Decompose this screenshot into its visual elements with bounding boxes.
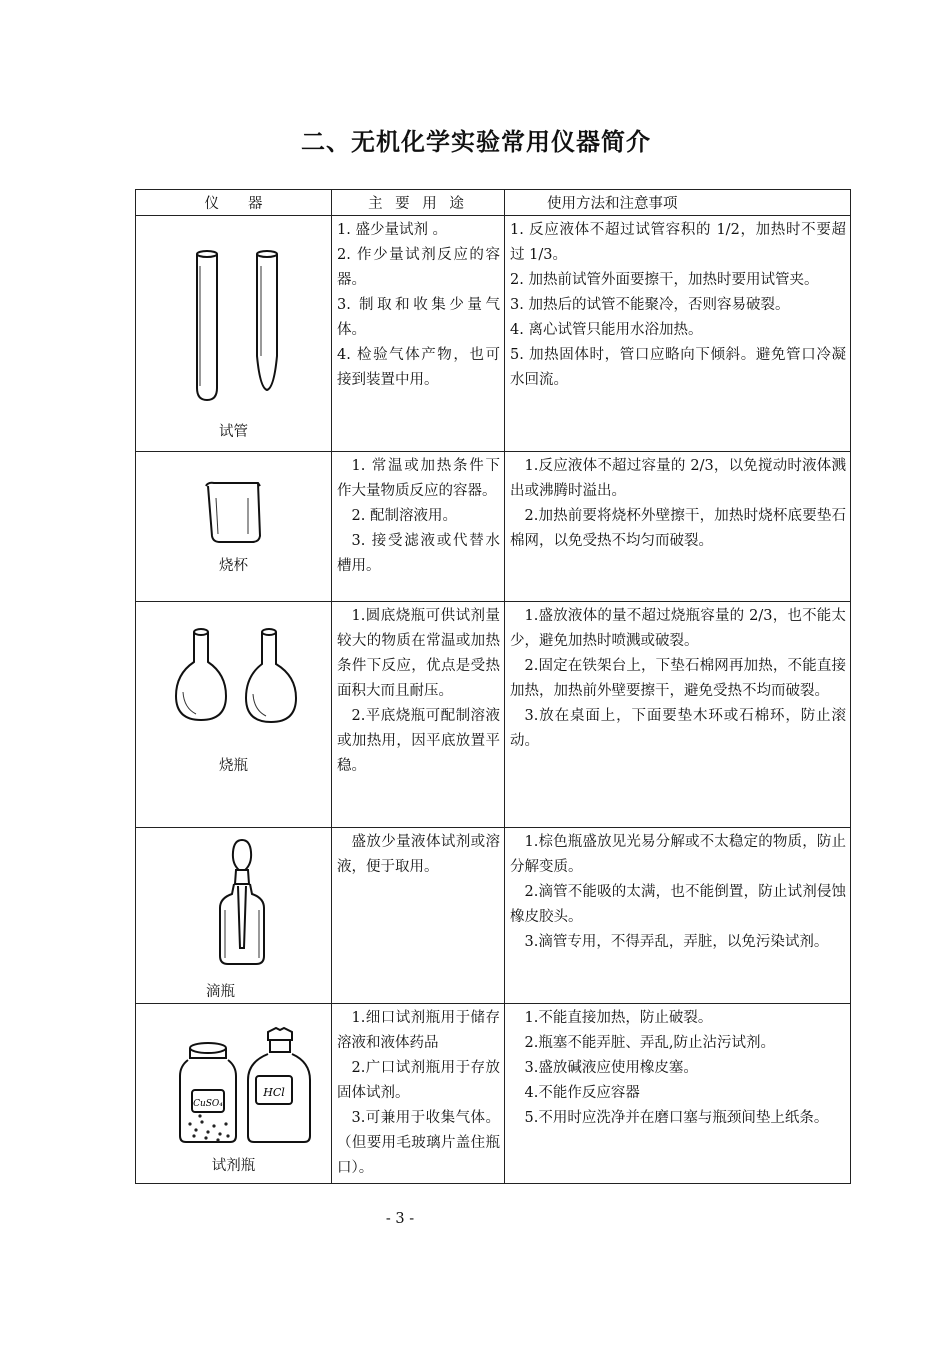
instrument-name: 烧瓶 — [219, 758, 248, 774]
notes-cell — [505, 602, 851, 828]
note-item: 1.棕色瓶盛放见光易分解或不太稳定的物质，防止分解变质。 — [510, 834, 846, 875]
instrument-name: 滴瓶 — [206, 984, 235, 1000]
use-item: 1.圆底烧瓶可供试剂量较大的物质在常温或加热条件下反应，优点是受热面积大而且耐压。 — [337, 608, 500, 699]
flask-illustration — [136, 602, 332, 828]
note-item: 4.不能作反应容器 — [524, 1085, 640, 1101]
notes-cell — [505, 1004, 851, 1184]
solid-reagent-dots — [188, 1114, 229, 1141]
table-header-row — [136, 190, 851, 216]
test-tube-illustration — [136, 216, 332, 452]
uses-cell — [332, 216, 505, 452]
note-item: 4. 离心试管只能用水浴加热。 — [510, 322, 703, 338]
use-item: 2.广口试剂瓶用于存放固体试剂。 — [337, 1060, 500, 1101]
instrument-name: 试管 — [219, 424, 248, 440]
header-notes: 使用方法和注意事项 — [505, 190, 851, 216]
use-item: 2. 作少量试剂反应的容器。 — [337, 247, 500, 288]
uses-cell — [332, 828, 505, 1004]
note-item: 1.反应液体不超过容量的 2/3，以免搅动时液体溅出或沸腾时溢出。 — [510, 458, 846, 499]
note-item: 2.瓶塞不能弄脏、弄乱,防止沾污试剂。 — [524, 1035, 775, 1051]
instrument-cell — [136, 1004, 332, 1184]
dropping-bottle-illustration — [136, 828, 332, 1004]
instrument-name: 烧杯 — [219, 558, 248, 574]
table-row — [136, 216, 851, 452]
header-instrument: 仪 器 — [136, 190, 332, 216]
note-item: 3. 加热后的试管不能聚冷，否则容易破裂。 — [510, 297, 790, 313]
note-item: 1.不能直接加热，防止破裂。 — [524, 1010, 713, 1026]
note-item: 3.放在桌面上，下面要垫木环或石棉环，防止滚动。 — [510, 708, 846, 749]
use-item: 1.细口试剂瓶用于储存溶液和液体药品 — [337, 1010, 500, 1051]
use-item: 3. 接受滤液或代替水槽用。 — [337, 533, 500, 574]
note-item: 2.加热前要将烧杯外壁擦干，加热时烧杯底要垫石棉网，以免受热不均匀而破裂。 — [510, 508, 846, 549]
bottle-label-hcl: HCl — [263, 1086, 285, 1099]
note-item: 5. 加热固体时，管口应略向下倾斜。避免管口冷凝水回流。 — [510, 347, 846, 388]
uses-cell — [332, 1004, 505, 1184]
instrument-cell — [136, 828, 332, 1004]
instrument-cell — [136, 452, 332, 602]
note-item: 1. 反应液体不超过试管容积的 1/2，加热时不要超过 1/3。 — [510, 222, 846, 263]
use-item: 2.平底烧瓶可配制溶液或加热用，因平底放置平稳。 — [337, 708, 500, 774]
page-number: - 3 - — [385, 1211, 415, 1227]
page-title: 二、无机化学实验常用仪器简介 — [301, 128, 651, 156]
use-item: 4. 检验气体产物，也可接到装置中用。 — [337, 347, 500, 388]
uses-cell — [332, 452, 505, 602]
note-item: 3.盛放碱液应使用橡皮塞。 — [524, 1060, 698, 1076]
note-item: 2.滴管不能吸的太满，也不能倒置，防止试剂侵蚀橡皮胶头。 — [510, 884, 846, 925]
table-row — [136, 452, 851, 602]
note-item: 5.不用时应洗净并在磨口塞与瓶颈间垫上纸条。 — [524, 1110, 829, 1126]
beaker-illustration — [136, 452, 332, 602]
instrument-cell — [136, 602, 332, 828]
use-item: 盛放少量液体试剂或溶液，便于取用。 — [337, 834, 500, 875]
instrument-cell — [136, 216, 332, 452]
notes-cell — [505, 828, 851, 1004]
use-item: 2. 配制溶液用。 — [351, 508, 457, 524]
instrument-name: 试剂瓶 — [211, 1158, 256, 1174]
table-row — [136, 602, 851, 828]
use-item: 3.可兼用于收集气体。（但要用毛玻璃片盖住瓶口）。 — [337, 1110, 500, 1176]
note-item: 3.滴管专用，不得弄乱，弄脏，以免污染试剂。 — [524, 934, 829, 950]
table-row — [136, 1004, 851, 1184]
uses-cell — [332, 602, 505, 828]
instrument-table — [135, 189, 851, 1184]
use-item: 1. 常温或加热条件下作大量物质反应的容器。 — [337, 458, 500, 499]
note-item: 2. 加热前试管外面要擦干，加热时要用试管夹。 — [510, 272, 819, 288]
note-item: 1.盛放液体的量不超过烧瓶容量的 2/3，也不能太少，避免加热时喷溅或破裂。 — [510, 608, 846, 649]
table-row — [136, 828, 851, 1004]
note-item: 2.固定在铁架台上，下垫石棉网再加热，不能直接加热，加热前外壁要擦干，避免受热不均而破裂。 — [510, 658, 846, 699]
notes-cell — [505, 452, 851, 602]
notes-cell — [505, 216, 851, 452]
use-item: 1. 盛少量试剂 。 — [337, 222, 448, 238]
header-uses: 主 要 用 途 — [332, 190, 505, 216]
bottle-label-cuso4: CuSO₄ — [193, 1099, 223, 1109]
use-item: 3. 制取和收集少量气体。 — [337, 297, 500, 338]
